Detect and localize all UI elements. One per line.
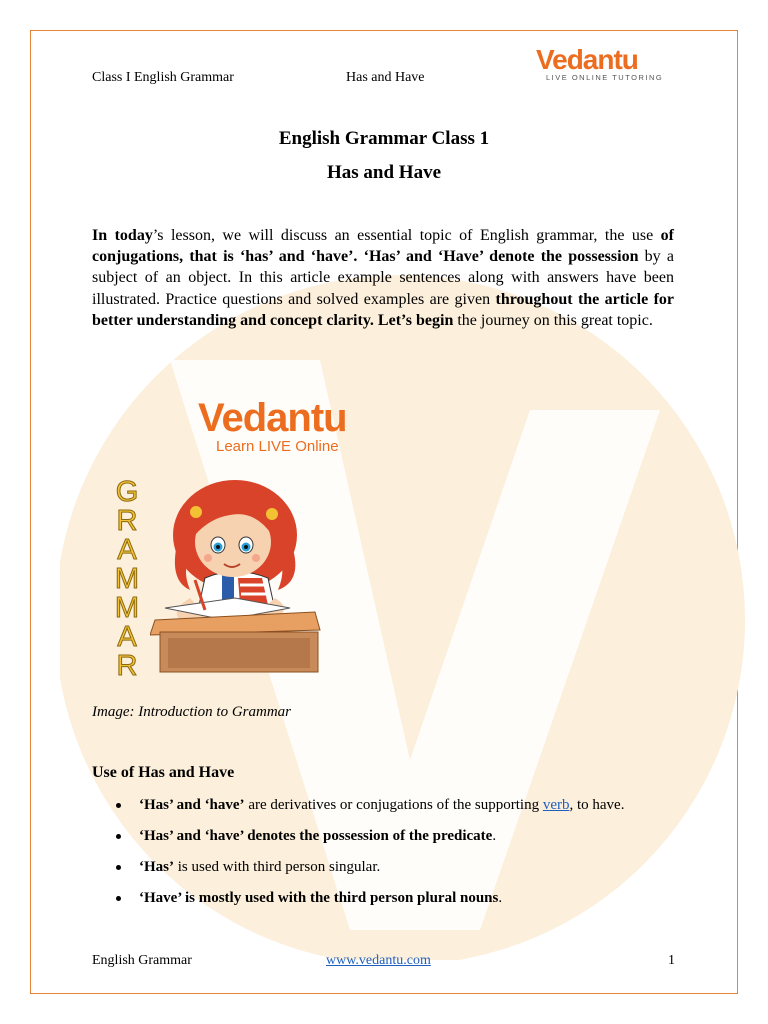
intro-paragraph bbox=[92, 225, 674, 331]
bullet-bold: ‘Has’ bbox=[139, 859, 174, 875]
list-item bbox=[92, 888, 692, 909]
vedantu-logo-header[interactable] bbox=[536, 44, 664, 82]
intro-bold-3: throughout the article for better understanding and concept clarity. Let’s begin bbox=[92, 290, 675, 329]
bullet-icon bbox=[116, 803, 121, 808]
grammar-letter: R bbox=[116, 650, 138, 682]
bullet-icon bbox=[116, 834, 121, 839]
bullet-bold: ‘Has’ and ‘have’ denotes the possession of the predicate bbox=[139, 828, 493, 844]
list-item bbox=[92, 826, 692, 847]
list-item bbox=[92, 795, 692, 816]
page-title: English Grammar Class 1 bbox=[278, 128, 490, 149]
page-subtitle: Has and Have bbox=[326, 162, 442, 183]
girl-writing-illustration bbox=[150, 470, 325, 675]
illustration-brand: Vedantu bbox=[198, 396, 347, 440]
footer-website-link[interactable]: www.vedantu.com bbox=[326, 953, 431, 968]
page-number: 1 bbox=[668, 953, 675, 968]
grammar-letter: M bbox=[114, 563, 140, 595]
intro-bold-2: of conjugations, that is ‘has’ and ‘have’. ‘Has’ and ‘Have’ denote the possession bbox=[92, 227, 674, 266]
image-caption: Image: Introduction to Grammar bbox=[92, 704, 292, 720]
illustration-tagline: Learn LIVE Online bbox=[216, 438, 339, 455]
logo-brand: Vedantu bbox=[536, 44, 638, 75]
intro-bold-1: In today bbox=[92, 227, 153, 244]
footer-left: English Grammar bbox=[92, 953, 192, 968]
grammar-letter: R bbox=[116, 505, 138, 537]
bullet-text: . bbox=[498, 890, 503, 906]
grammar-letter: G bbox=[115, 476, 139, 508]
bullet-icon bbox=[116, 865, 121, 870]
bullet-text: . bbox=[492, 828, 497, 844]
grammar-letter: M bbox=[114, 592, 140, 624]
grammar-letter: A bbox=[117, 534, 137, 566]
bullet-icon bbox=[116, 896, 121, 901]
intro-text-1: ’s lesson, we will discuss an essential topic of English grammar, the use bbox=[152, 227, 661, 244]
grammar-vertical-letters bbox=[112, 478, 142, 681]
intro-text-2: by a subject of an object. In this article example sentences along with answers have been illustrated. Practice questions and solved examples are given bbox=[92, 248, 674, 308]
bullet-bold: ‘Have’ is mostly used with the third person plural nouns bbox=[139, 890, 499, 906]
header-center: Has and Have bbox=[346, 70, 425, 85]
bullet-text: is used with third person singular. bbox=[174, 859, 381, 875]
verb-link[interactable]: verb bbox=[542, 797, 570, 813]
bullet-bold: ‘Has’ and ‘have’ bbox=[139, 797, 245, 813]
bullet-list bbox=[92, 795, 692, 919]
intro-text-3: the journey on this great topic. bbox=[453, 311, 653, 329]
section-title: Use of Has and Have bbox=[92, 764, 235, 781]
grammar-letter: A bbox=[117, 621, 137, 653]
bullet-text: , to have. bbox=[569, 797, 625, 813]
illustration-logo bbox=[198, 398, 347, 455]
logo-tagline: LIVE ONLINE TUTORING bbox=[546, 73, 664, 82]
header-left: Class I English Grammar bbox=[92, 70, 234, 85]
list-item bbox=[92, 857, 692, 878]
bullet-text: are derivatives or conjugations of the supporting bbox=[244, 797, 543, 813]
